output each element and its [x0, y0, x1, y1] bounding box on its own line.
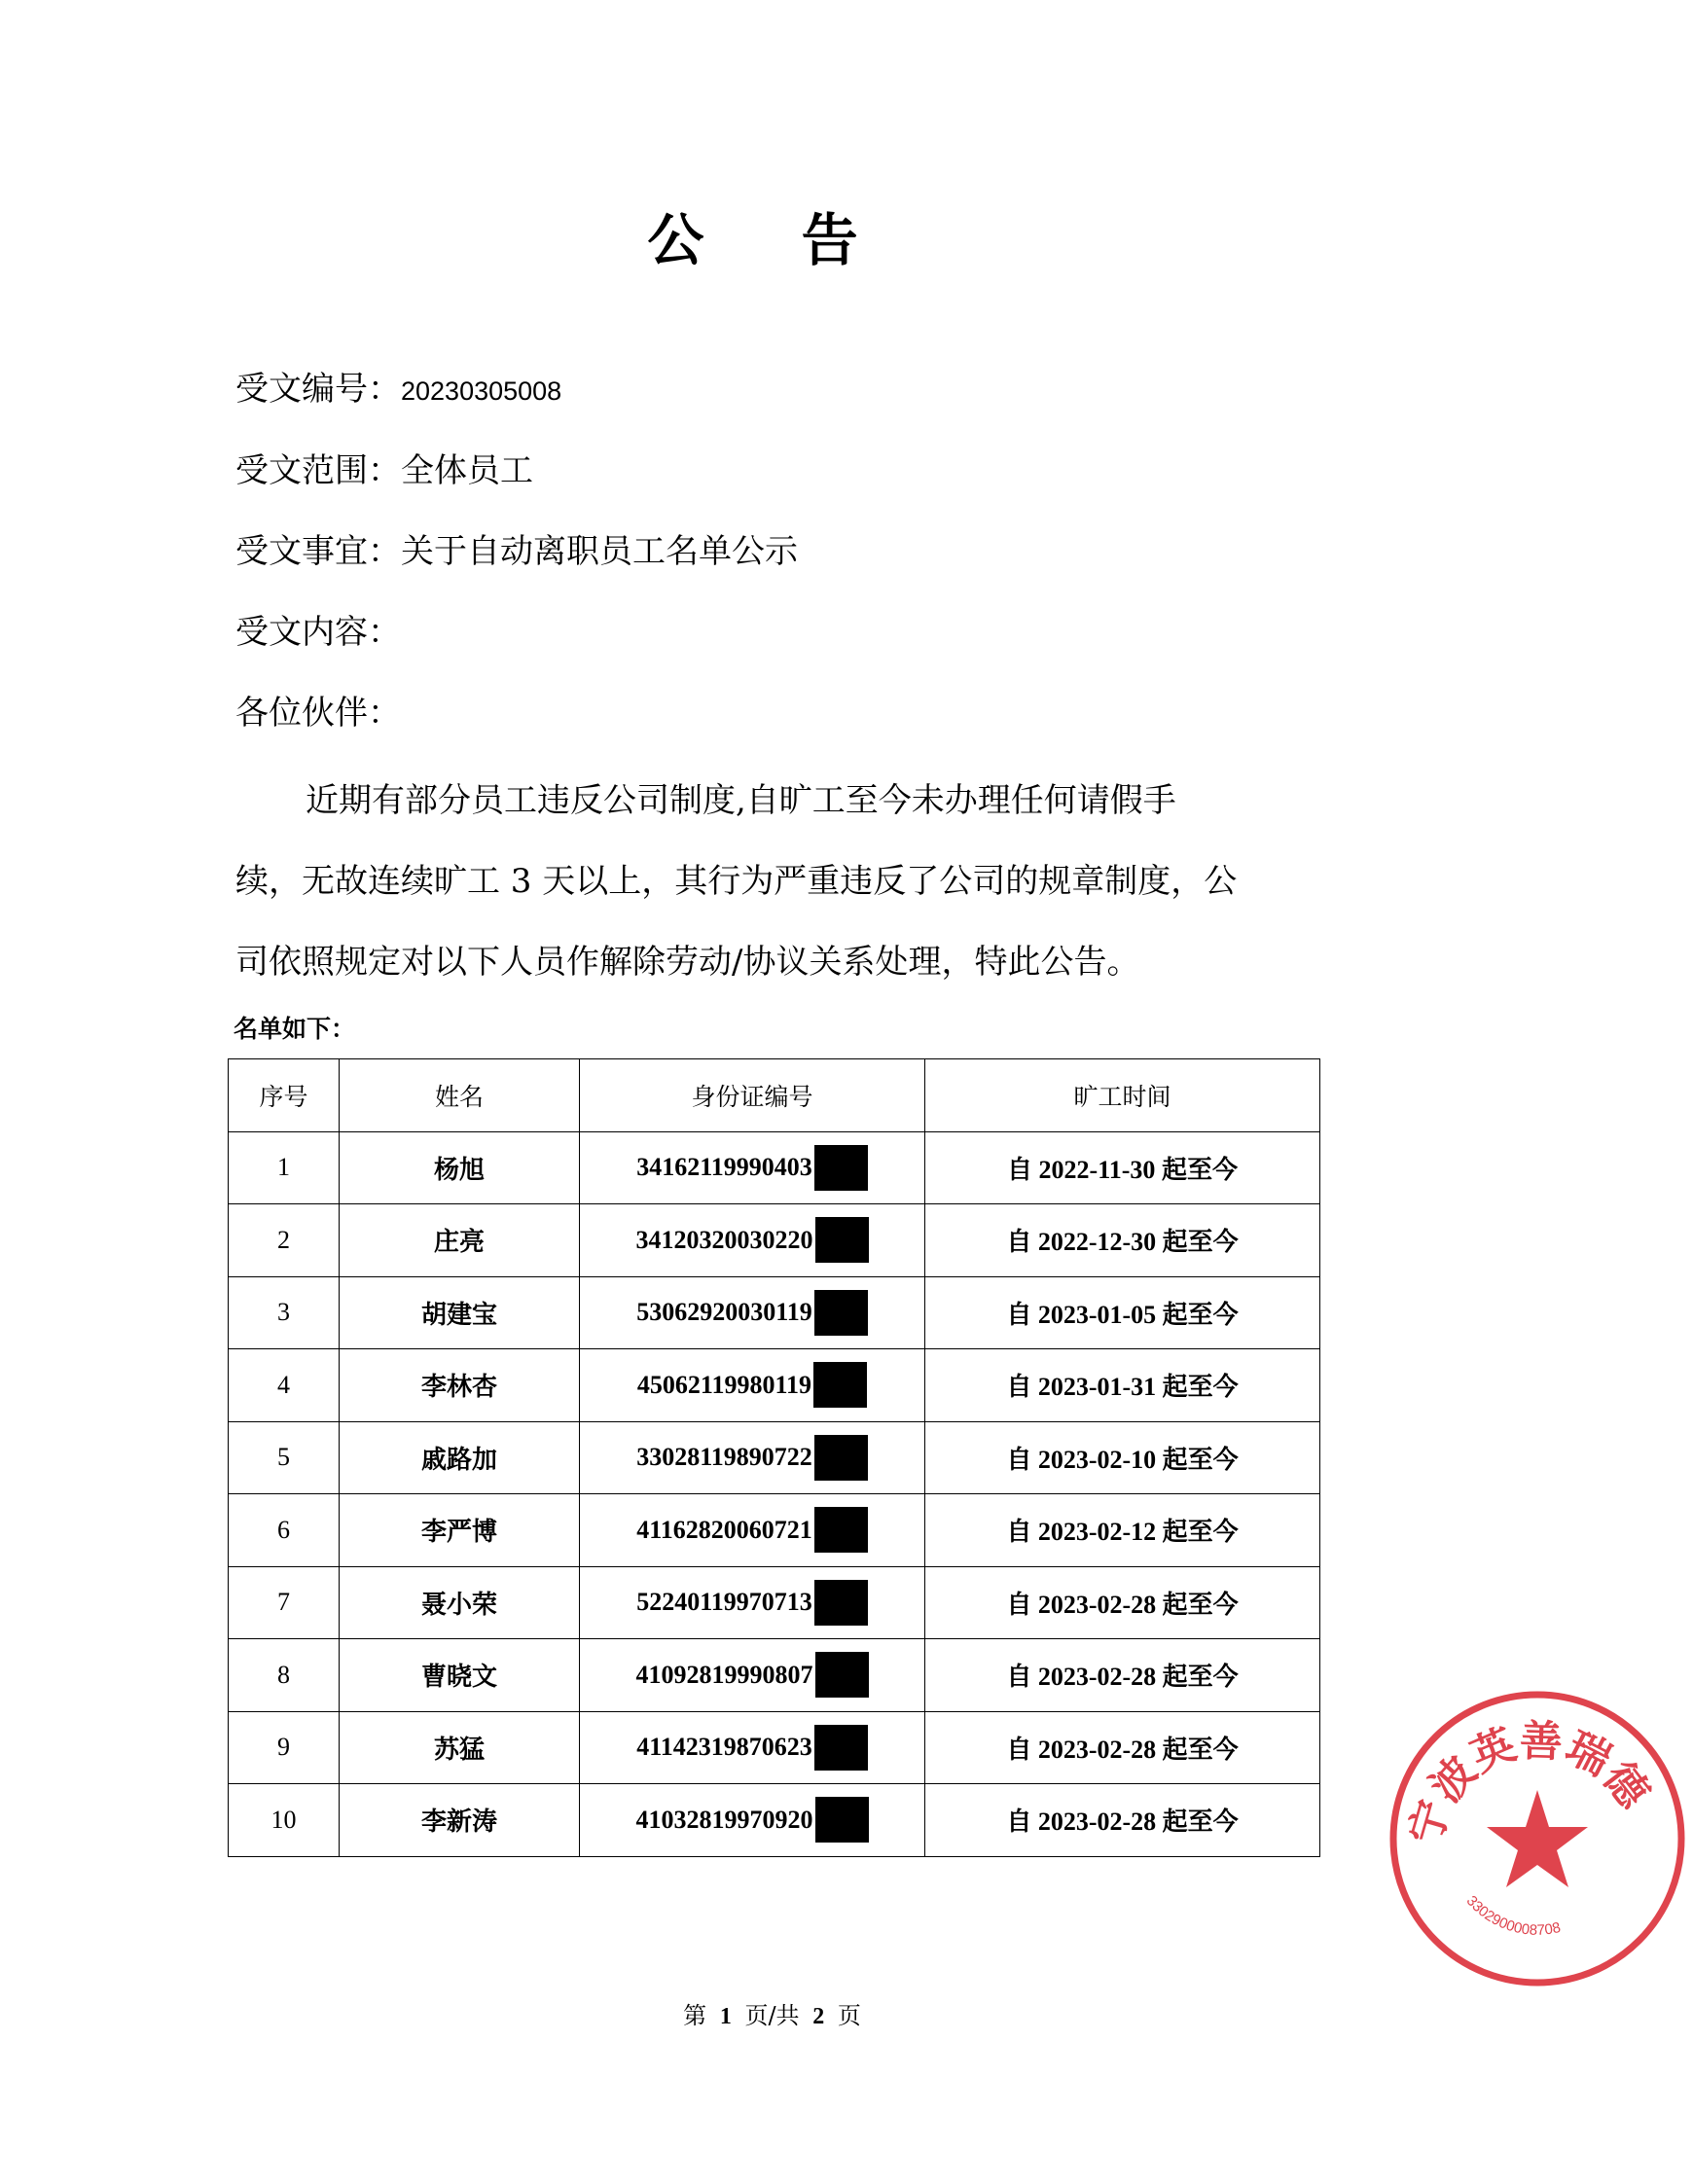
cell-id [580, 1276, 925, 1349]
cell-id [580, 1639, 925, 1712]
table-row [229, 1566, 1320, 1639]
id-number-text: 45062119980119 [636, 1370, 812, 1399]
header-name: 姓名 [340, 1059, 580, 1132]
cell-name: 李林杏 [340, 1349, 580, 1422]
redaction-block [814, 1290, 868, 1336]
table-row [229, 1784, 1320, 1857]
redaction-block [814, 1507, 868, 1553]
page-footer [0, 1996, 1544, 2030]
redaction-block [813, 1362, 867, 1408]
cell-absence [925, 1421, 1320, 1494]
absence-prefix: 自 [1006, 1663, 1032, 1693]
absence-prefix: 自 [1007, 1155, 1033, 1185]
table-row [229, 1494, 1320, 1567]
cell-id [580, 1421, 925, 1494]
absence-prefix: 自 [1006, 1300, 1032, 1330]
absence-prefix: 自 [1006, 1518, 1032, 1548]
redaction-block [815, 1217, 869, 1263]
cell-id [580, 1784, 925, 1857]
absence-date: 2023-02-28 [1037, 1663, 1157, 1692]
absence-suffix: 起至今 [1162, 1663, 1239, 1693]
id-number-group [636, 1725, 868, 1771]
doc-subject-value: 关于自动离职员工名单公示 [401, 532, 798, 571]
cell-id [580, 1711, 925, 1784]
table-row [229, 1639, 1320, 1712]
redaction-block [815, 1652, 869, 1698]
absence-suffix: 起至今 [1162, 1808, 1239, 1838]
redaction-block [814, 1145, 868, 1191]
cell-absence [925, 1494, 1320, 1567]
absence-date: 2023-02-10 [1037, 1445, 1157, 1474]
cell-name: 杨旭 [340, 1131, 580, 1204]
table-row [229, 1204, 1320, 1277]
table-header-row [229, 1059, 1320, 1132]
table-row [229, 1349, 1320, 1422]
cell-absence [925, 1131, 1320, 1204]
doc-subject-field [235, 530, 798, 573]
cell-no: 3 [229, 1276, 340, 1349]
id-number-text: 52240119970713 [636, 1588, 812, 1617]
cell-name: 聂小荣 [340, 1566, 580, 1639]
absence-date: 2023-02-28 [1037, 1590, 1157, 1619]
doc-scope-label: 受文范围： [235, 451, 401, 490]
absence-prefix: 自 [1006, 1590, 1032, 1620]
absence-date: 2023-02-12 [1037, 1518, 1157, 1547]
id-number-text: 34120320030220 [635, 1225, 813, 1254]
absence-date: 2022-11-30 [1038, 1155, 1156, 1184]
table-body [229, 1131, 1320, 1856]
absence-suffix: 起至今 [1162, 1590, 1239, 1620]
absence-prefix: 自 [1006, 1445, 1032, 1475]
cell-name: 李严博 [340, 1494, 580, 1567]
absence-suffix: 起至今 [1162, 1228, 1239, 1258]
doc-number-value: 20230305008 [401, 376, 562, 406]
seal-name-text: 宁波英善瑞德 [1400, 1716, 1659, 1850]
footer-suffix: 页 [837, 2002, 861, 2029]
id-number-text: 33028119890722 [636, 1443, 812, 1472]
cell-no: 9 [229, 1711, 340, 1784]
absence-date: 2023-01-05 [1037, 1300, 1157, 1329]
doc-content-field [235, 611, 401, 654]
absence-suffix: 起至今 [1162, 1373, 1239, 1403]
cell-absence [925, 1204, 1320, 1277]
footer-total: 2 [812, 2004, 825, 2029]
list-heading: 名单如下： [234, 1015, 356, 1043]
id-number-group [637, 1362, 867, 1408]
table-row [229, 1421, 1320, 1494]
redaction-block [814, 1580, 868, 1626]
absence-prefix: 自 [1006, 1735, 1032, 1765]
cell-absence [925, 1639, 1320, 1712]
id-number-text: 41032819970920 [635, 1805, 813, 1834]
seal-number-text: 3302900008708 [1462, 1892, 1563, 1939]
doc-subject-label: 受文事宜： [235, 532, 401, 571]
id-number-group [636, 1652, 869, 1698]
absence-date: 2022-12-30 [1037, 1228, 1157, 1257]
cell-name: 李新涛 [340, 1784, 580, 1857]
cell-no: 5 [229, 1421, 340, 1494]
id-number-group [636, 1217, 869, 1263]
absence-date: 2023-01-31 [1037, 1373, 1157, 1402]
employee-table [228, 1058, 1320, 1857]
header-absence: 旷工时间 [925, 1059, 1320, 1132]
cell-name: 戚路加 [340, 1421, 580, 1494]
cell-name: 苏猛 [340, 1711, 580, 1784]
cell-id [580, 1494, 925, 1567]
absence-date: 2023-02-28 [1037, 1735, 1157, 1764]
greeting: 各位伙伴： [235, 694, 401, 733]
redaction-block [815, 1797, 869, 1843]
doc-scope-field [235, 449, 533, 492]
cell-id [580, 1204, 925, 1277]
page-title: 公 告 [647, 207, 897, 273]
cell-name: 曹晓文 [340, 1639, 580, 1712]
cell-absence [925, 1276, 1320, 1349]
svg-text:3302900008708 [1463, 1893, 1563, 1939]
absence-suffix: 起至今 [1161, 1155, 1238, 1185]
company-seal [1382, 1683, 1693, 1994]
id-number-group [636, 1507, 868, 1553]
cell-name: 胡建宝 [340, 1276, 580, 1349]
seal-star-icon [1487, 1790, 1588, 1887]
redaction-block [814, 1725, 868, 1771]
cell-no: 8 [229, 1639, 340, 1712]
absence-suffix: 起至今 [1162, 1300, 1239, 1330]
cell-id [580, 1349, 925, 1422]
body-line-3: 司依照规定对以下人员作解除劳动/协议关系处理，特此公告。 [235, 943, 1140, 982]
footer-middle: 页/共 [744, 2002, 800, 2029]
cell-id [580, 1131, 925, 1204]
footer-prefix: 第 [683, 2002, 707, 2029]
cell-no: 2 [229, 1204, 340, 1277]
redaction-block [814, 1435, 868, 1481]
id-number-text: 34162119990403 [636, 1153, 812, 1182]
footer-page: 1 [719, 2004, 732, 2029]
id-number-text: 41162820060721 [636, 1515, 812, 1544]
cell-name: 庄亮 [340, 1204, 580, 1277]
absence-prefix: 自 [1006, 1808, 1032, 1838]
cell-no: 4 [229, 1349, 340, 1422]
doc-number-field [235, 368, 561, 412]
doc-scope-value: 全体员工 [401, 451, 533, 490]
absence-prefix: 自 [1006, 1228, 1032, 1258]
cell-id [580, 1566, 925, 1639]
body-line-1: 近期有部分员工违反公司制度,自旷工至今未办理任何请假手 [306, 781, 1176, 820]
absence-suffix: 起至今 [1162, 1445, 1239, 1475]
cell-absence [925, 1349, 1320, 1422]
cell-absence [925, 1784, 1320, 1857]
absence-suffix: 起至今 [1162, 1518, 1239, 1548]
table-row [229, 1711, 1320, 1784]
absence-date: 2023-02-28 [1037, 1808, 1157, 1837]
doc-number-label: 受文编号： [235, 370, 401, 409]
doc-content-label: 受文内容： [235, 613, 401, 652]
cell-absence [925, 1566, 1320, 1639]
cell-no: 1 [229, 1131, 340, 1204]
id-number-group [636, 1290, 868, 1336]
id-number-group [636, 1797, 869, 1843]
id-number-group [636, 1145, 868, 1191]
cell-no: 6 [229, 1494, 340, 1567]
header-no: 序号 [229, 1059, 340, 1132]
table-row [229, 1131, 1320, 1204]
cell-no: 10 [229, 1784, 340, 1857]
id-number-text: 53062920030119 [636, 1298, 812, 1327]
header-id: 身份证编号 [580, 1059, 925, 1132]
id-number-group [636, 1435, 868, 1481]
id-number-text: 41142319870623 [636, 1733, 812, 1762]
id-number-group [636, 1580, 868, 1626]
body-line-2: 续，无故连续旷工 3 天以上，其行为严重违反了公司的规章制度，公 [235, 862, 1238, 901]
absence-prefix: 自 [1006, 1373, 1032, 1403]
id-number-text: 41092819990807 [635, 1660, 813, 1689]
absence-suffix: 起至今 [1162, 1735, 1239, 1765]
cell-absence [925, 1711, 1320, 1784]
cell-no: 7 [229, 1566, 340, 1639]
table-row [229, 1276, 1320, 1349]
